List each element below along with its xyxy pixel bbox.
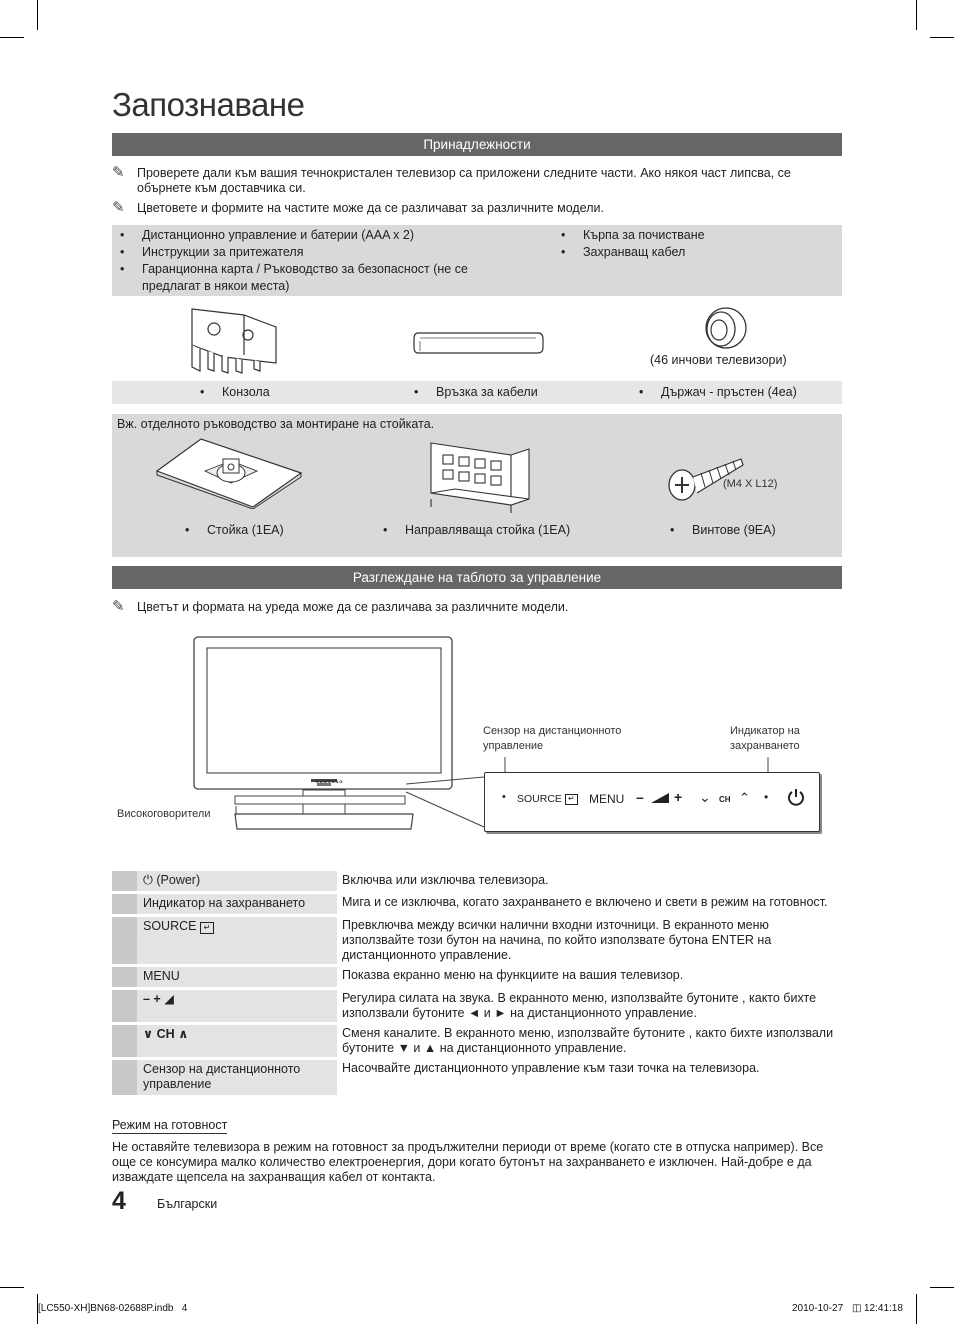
console-bracket-illustration bbox=[184, 305, 284, 375]
holder-ring-illustration bbox=[696, 305, 750, 351]
volume-icon bbox=[651, 793, 669, 803]
source-button[interactable]: SOURCE ↵ bbox=[517, 793, 578, 805]
tv-illustration bbox=[193, 636, 455, 832]
table-row: Индикатор на захранването Мига и се изключва, когато захранването е включено и свети в режим на готовност. bbox=[112, 893, 842, 916]
item-stand: • Стойка (1EA) bbox=[185, 523, 284, 537]
sensor-callout-label: Сензор на дистанционното управление bbox=[483, 725, 622, 752]
item-guide-stand: • Направляваща стойка (1EA) bbox=[383, 523, 571, 537]
power-indicator-dot: • bbox=[764, 790, 769, 804]
footer-time: 12:41:18 bbox=[864, 1303, 903, 1314]
volume-icon: ◢ bbox=[164, 992, 174, 1006]
items-row1 bbox=[112, 381, 842, 404]
chevron-down-icon: ∨ bbox=[143, 1027, 154, 1041]
table-row: Сензор на дистанционното управление Насочвайте дистанционното управление към тази точка на телевизора. bbox=[112, 1059, 842, 1097]
page-language: Български bbox=[157, 1197, 218, 1211]
enter-icon: ↵ bbox=[565, 794, 578, 805]
crop-mark bbox=[0, 37, 24, 38]
speakers-callout-label: Високоговорители bbox=[117, 808, 211, 820]
page-number: 4 bbox=[112, 1187, 126, 1215]
list-item: • Кърпа за почистване bbox=[553, 227, 833, 244]
stand-note: Вж. отделното ръководство за монтиране на стойката. bbox=[117, 417, 435, 431]
section-heading-control-panel: Разглеждане на таблото за управление bbox=[112, 566, 842, 589]
cable-tie-illustration bbox=[412, 329, 544, 355]
list-item: • Дистанционно управление и батерии (AAA x 2) bbox=[112, 227, 512, 244]
chevron-up-icon: ⌃ bbox=[739, 790, 750, 805]
crop-mark bbox=[37, 0, 38, 30]
brand-logo: SAMSUNG bbox=[316, 779, 344, 784]
item-cable-tie: • Връзка за кабели bbox=[414, 385, 538, 399]
note-pencil-icon: ✎ bbox=[112, 199, 125, 216]
chevron-up-icon: ∧ bbox=[178, 1027, 189, 1041]
power-icon: ⏻ bbox=[143, 873, 153, 887]
chevron-down-icon: ⌄ bbox=[699, 789, 711, 805]
ch-label: CH bbox=[719, 795, 731, 804]
footer-date: 2010-10-27 bbox=[792, 1303, 844, 1314]
item-screws: • Винтове (9EA) bbox=[670, 523, 776, 537]
screw-spec: (M4 X L12) bbox=[723, 478, 778, 490]
item-holder-ring: • Държач - пръстен (4еа) bbox=[639, 385, 797, 399]
note-panel-color: ✎ Цветът и формата на уреда може да се различава за различните модели. bbox=[112, 598, 569, 615]
indicator-callout-label: Индикатор на захранването bbox=[730, 725, 800, 752]
crop-mark bbox=[0, 1287, 24, 1288]
table-row: MENU Показва екранно меню на функциите на вашия телевизор. bbox=[112, 966, 842, 989]
clock-icon: ◫ bbox=[852, 1303, 862, 1314]
power-button[interactable] bbox=[786, 787, 806, 807]
stand-illustration bbox=[153, 437, 303, 509]
item-console: • Конзола bbox=[200, 385, 270, 399]
enter-icon: ↵ bbox=[200, 922, 214, 934]
note-colors-shapes: ✎ Цветовете и формите на частите може да се различават за различните модели. bbox=[112, 199, 604, 216]
channel-up-button[interactable] bbox=[739, 790, 750, 806]
section-heading-accessories: Принадлежности bbox=[112, 133, 842, 156]
guide-stand-illustration bbox=[425, 437, 537, 513]
channel-down-button[interactable] bbox=[699, 789, 711, 806]
note-check-parts: ✎ Проверете дали към вашия течнокристален телевизор са приложени следните части. Ако някоя част липсва, се обърнете към доставчика си. bbox=[112, 164, 791, 195]
accessories-list-box bbox=[112, 225, 842, 296]
crop-mark bbox=[930, 37, 954, 38]
footer-file: [LC550-XH]BN68-02688P.indb 4 bbox=[38, 1303, 188, 1314]
volume-up-button[interactable]: + bbox=[674, 789, 683, 805]
ring-note: (46 инчови телевизори) bbox=[650, 353, 787, 367]
table-row: ⏻ (Power) Включва или изключва телевизора. bbox=[112, 871, 842, 893]
list-item: • Гаранционна карта / Ръководство за безопасност (не се предлагат в някои места) bbox=[112, 261, 512, 295]
standby-title: Режим на готовност bbox=[112, 1118, 228, 1132]
menu-button[interactable]: MENU bbox=[589, 792, 625, 806]
list-item: • Захранващ кабел bbox=[553, 244, 833, 261]
crop-mark bbox=[916, 1294, 917, 1324]
table-row: ∨ CH ∧ Сменя каналите. В екранното меню, използвайте бутоните , както бихте използвали бутоните ▼ и ▲ на дистанционното управление. bbox=[112, 1024, 842, 1059]
accessories-list-left bbox=[112, 227, 512, 295]
note-pencil-icon: ✎ bbox=[112, 598, 125, 615]
page-title: Запознаване bbox=[112, 86, 305, 123]
crop-mark bbox=[916, 0, 917, 30]
crop-mark bbox=[930, 1287, 954, 1288]
volume-down-button[interactable]: – bbox=[636, 789, 644, 805]
table-row: – + ◢ Регулира силата на звука. В екранното меню, използвайте бутоните , както бихте използвали бутоните ◄ и ► на дистанционното управление. bbox=[112, 989, 842, 1024]
standby-text: Не оставяйте телевизора в режим на готовност за продължителни периоди от време (когато сте в отпуска например). Все още се консумира малко количество електроенергия, дори когато бутонът на захранването е изключен. Най-добре е да изваждате щепсела на захранващия кабел от контакта. bbox=[112, 1140, 824, 1184]
note-pencil-icon: ✎ bbox=[112, 164, 125, 181]
controls-table bbox=[112, 871, 842, 1098]
accessories-list-right bbox=[553, 227, 833, 261]
table-row: SOURCE ↵ Превключва между всички налични входни източници. В екранното меню използвайте този бутон на начина, по който използвате бутона ENTER на дистанционното управление. bbox=[112, 916, 842, 966]
list-item: • Инструкции за притежателя bbox=[112, 244, 512, 261]
sensor-dot: • bbox=[502, 791, 506, 803]
